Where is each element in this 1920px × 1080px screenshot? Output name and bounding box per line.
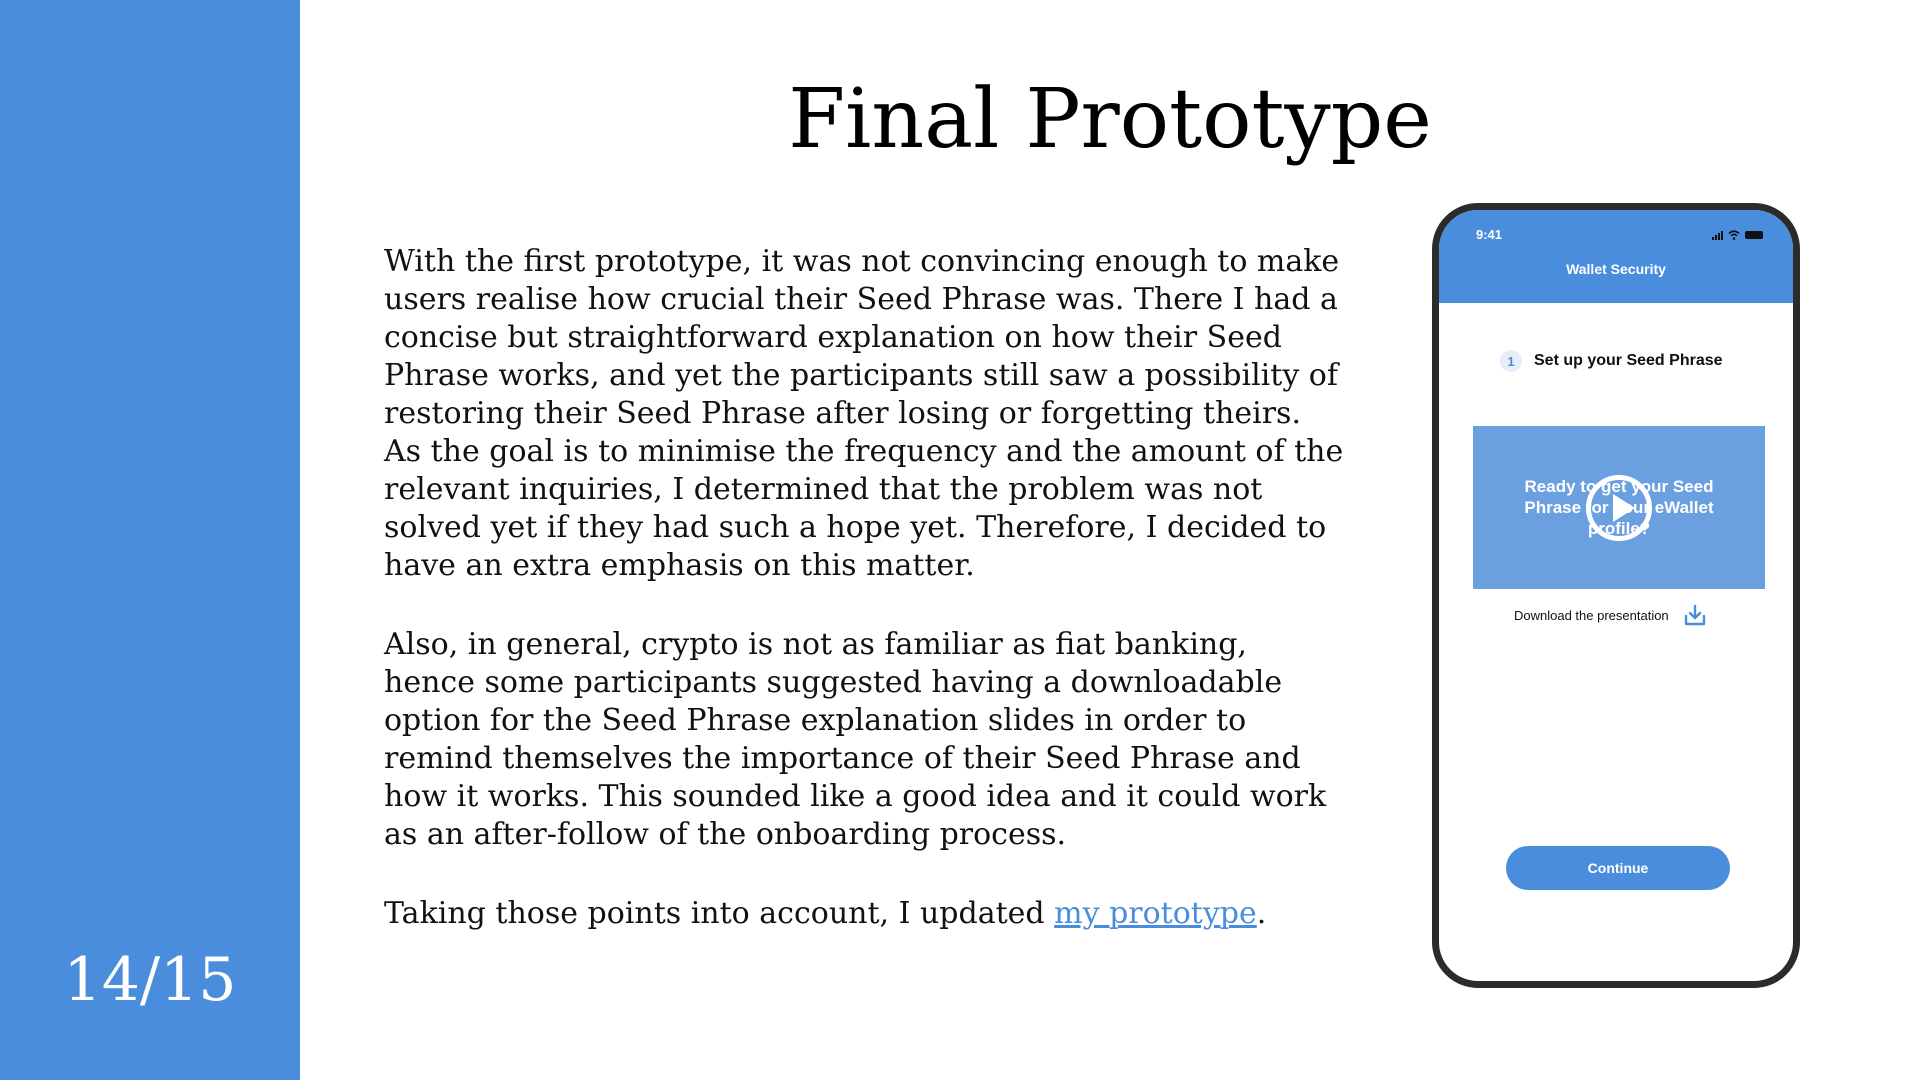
body-text [384,243,1344,974]
signal-icon [1712,231,1723,240]
video-caption: Ready to get your Seed Phrase for your eWallet profile? [1524,477,1714,538]
phone-mockup [1432,203,1800,988]
sidebar [0,0,300,1080]
paragraph-2: Also, in general, crypto is not as familiar as fiat banking, hence some participants suggested having a downloadable option for the Seed Phrase explanation slides in order to remind themselves the importance of their Seed Phrase and how it works. This sounded like a good idea and it could work as an after-follow of the onboarding process. [384,627,1327,852]
paragraph-3-suffix: . [1256,896,1267,931]
prototype-link[interactable]: my prototype [1054,896,1257,931]
paragraph-3 [384,895,1344,933]
download-row[interactable] [1514,603,1707,627]
battery-icon [1745,231,1763,239]
header-title: Wallet Security [1566,261,1666,277]
paragraph-1: With the first prototype, it was not convincing enough to make users realise how crucial their Seed Phrase was. There I had a concise but straightforward explanation on how their Seed Phrase works, and yet the participants still saw a possibility of restoring their Seed Phrase after losing or forgetting theirs. As the goal is to minimise the frequency and the amount of the relevant inquiries, I determined that the problem was not solved yet if they had such a hope yet. Therefore, I decided to have an extra emphasis on this matter. [384,244,1344,583]
page-number: 14/15 [63,945,237,1015]
continue-button[interactable]: Continue [1506,846,1730,890]
wifi-icon [1728,230,1740,240]
status-time: 9:41 [1476,227,1503,242]
status-icons [1712,229,1763,241]
step-badge: 1 [1500,350,1522,372]
step-row [1500,350,1723,372]
download-icon[interactable] [1683,603,1707,627]
video-player[interactable] [1473,426,1765,589]
play-icon[interactable] [1586,475,1652,541]
download-label: Download the presentation [1514,607,1669,623]
paragraph-3-prefix: Taking those points into account, I updated [384,896,1055,931]
slide-title: Final Prototype [788,72,1432,167]
phone-header [1439,210,1793,303]
step-label: Set up your Seed Phrase [1534,352,1723,369]
